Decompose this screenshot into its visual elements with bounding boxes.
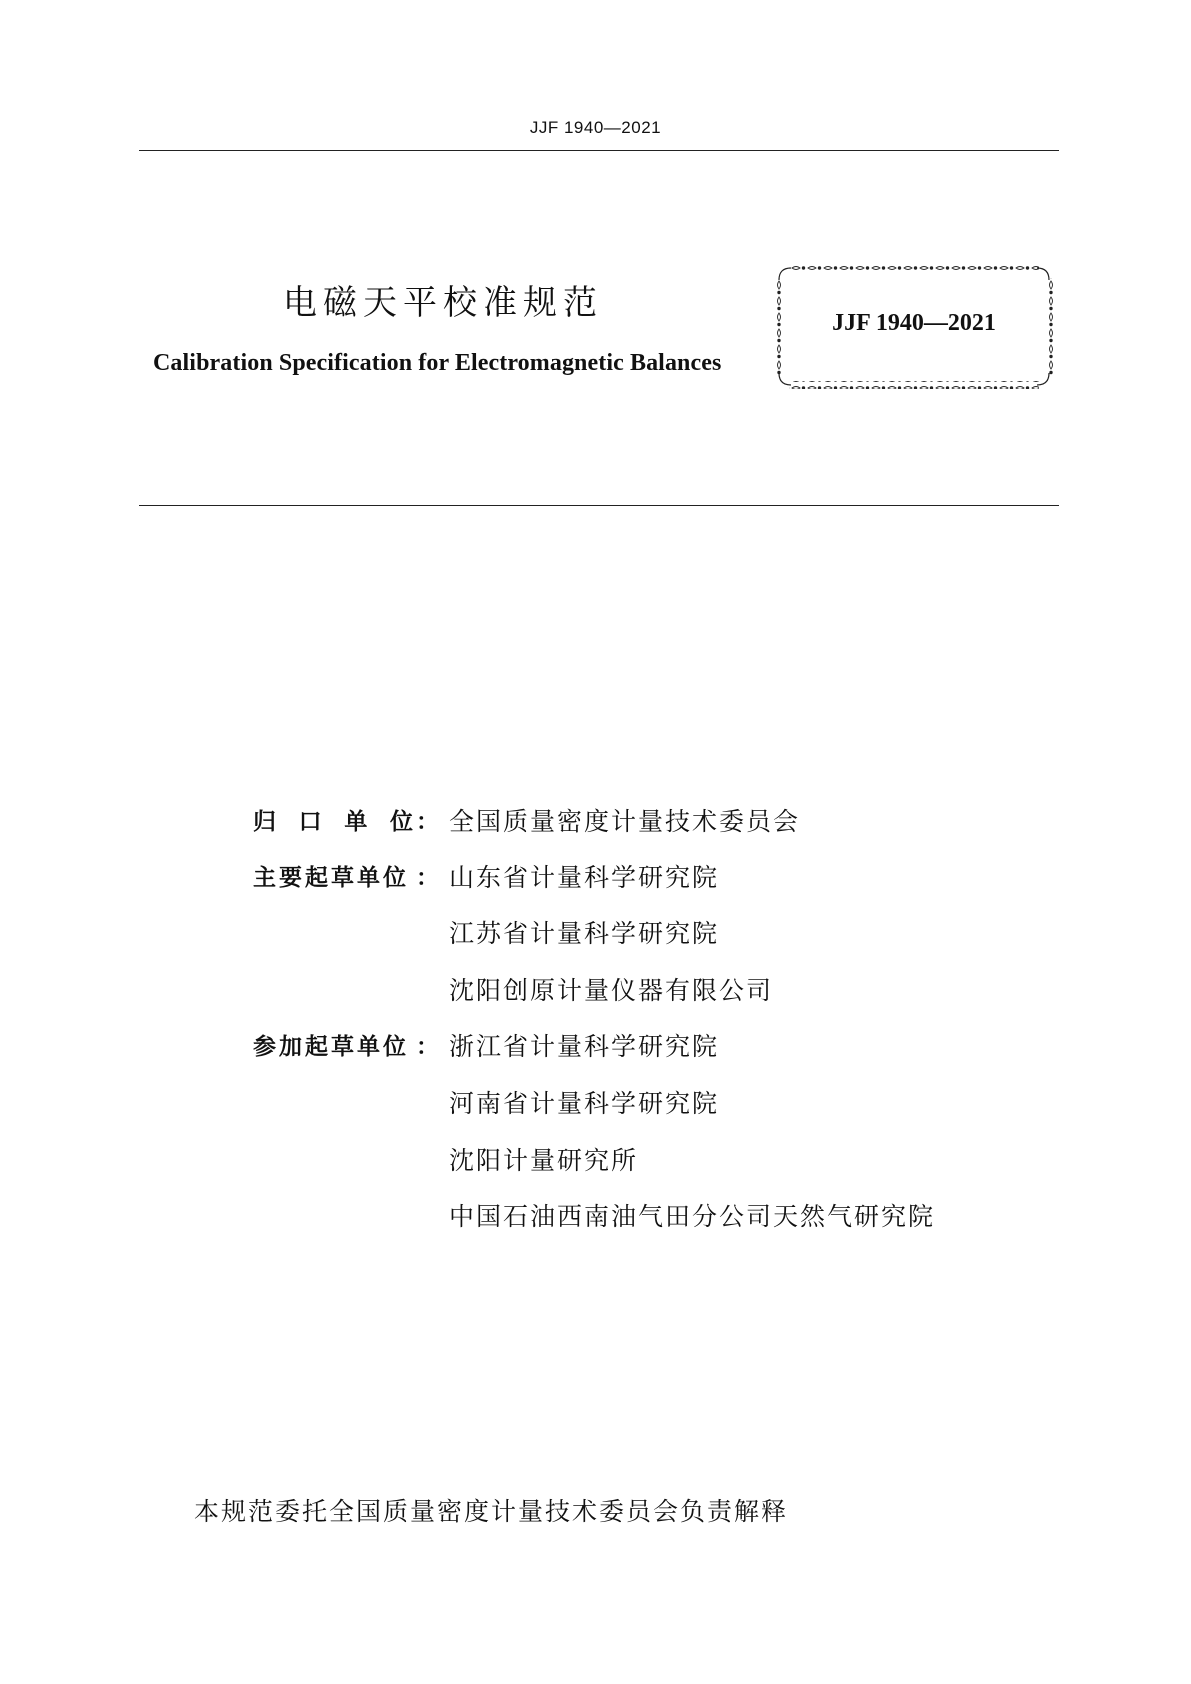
standard-code: JJF 1940—2021 [832,310,996,336]
label-colon: ： [416,865,439,891]
title-bottom-rule [139,505,1059,506]
running-header-code: JJF 1940—2021 [529,118,662,137]
participating-drafter-unit: 中国石油西南油气田分公司天然气研究院 [449,1202,936,1231]
participating-drafter-unit: 浙江省计量科学研究院 [449,1032,720,1061]
label-char: 口 [298,809,322,835]
interpretation-statement: 本规范委托全国质量密度计量技术委员会负责解释 [194,1497,789,1526]
responsible-unit-value: 全国质量密度计量技术委员会 [449,807,801,836]
label-colon: ： [416,1034,439,1060]
label-char: 归 [253,809,276,835]
participating-drafters-label: 参加起草单位 [253,1034,409,1060]
main-drafter-unit: 沈阳创原计量仪器有限公司 [449,976,774,1005]
participating-drafter-unit: 沈阳计量研究所 [449,1146,639,1175]
main-drafter-unit: 山东省计量科学研究院 [449,863,720,892]
main-drafters-label: 主要起草单位 [253,865,409,891]
label-char: 位 [389,809,413,835]
document-title-english: Calibration Specification for Electromagnetic Balances [153,350,722,376]
main-drafter-unit: 江苏省计量科学研究院 [449,919,720,948]
label-colon: ： [416,809,439,835]
document-title-chinese: 电磁天平校准规范 [283,283,603,323]
responsible-unit-label [253,803,413,836]
header-rule [139,150,1059,151]
label-char: 单 [344,809,368,835]
participating-drafter-unit: 河南省计量科学研究院 [449,1089,720,1118]
